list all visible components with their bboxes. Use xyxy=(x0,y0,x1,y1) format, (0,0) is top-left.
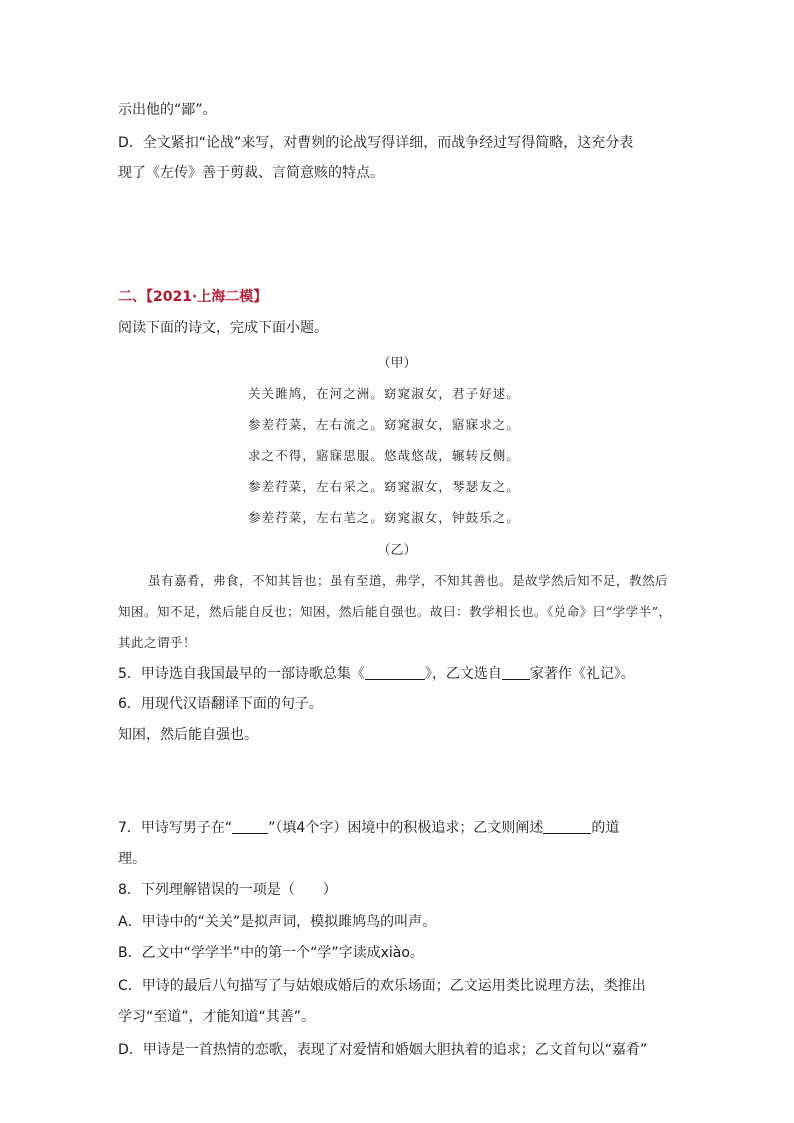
prose-passage xyxy=(118,565,678,658)
question-7-continued: 理。 xyxy=(118,851,146,867)
question-5-part-2: 》，乙文选自 xyxy=(424,666,502,682)
question-5-part-1: 5．甲诗选自我国最早的一部诗歌总集《 xyxy=(118,666,365,682)
question-5-part-3: 家著作《礼记》。 xyxy=(529,666,635,682)
option-c-line-2: 学习“至道”，才能知道“其善”。 xyxy=(118,1009,316,1025)
option-c-line-1: C．甲诗的最后八句描写了与姑娘成婚后的欢乐场面；乙文运用类比说理方法，类推出 xyxy=(118,978,646,994)
option-d-previous: D．全文紧扣“论战”来写，对曹刿的论战写得详细，而战争经过写得简略，这充分表 xyxy=(118,135,634,151)
question-6: 6．用现代汉语翻译下面的句子。 xyxy=(118,696,323,712)
question-7-part-1: 7．甲诗写男子在“ xyxy=(118,820,233,836)
text-line-top-3: 现了《左传》善于剪裁、言简意赅的特点。 xyxy=(118,165,384,181)
question-8: 8．下列理解错误的一项是（ ） xyxy=(118,882,337,898)
text-line-top-1: 示出他的“鄙”。 xyxy=(118,102,217,118)
answer-blank-q7-1[interactable] xyxy=(232,819,268,834)
question-7-part-3: 的道 xyxy=(591,820,620,836)
question-7-part-2: ”（填4个字）困境中的积极追求；乙文则阐述 xyxy=(268,820,544,836)
poem-line-3: 求之不得，寤寐思服。悠哉悠哉，辗转反侧。 xyxy=(248,448,521,463)
answer-blank-q7-2[interactable] xyxy=(543,819,591,834)
question-7 xyxy=(118,818,619,838)
option-a: A．甲诗中的“关关”是拟声词，模拟雎鸠鸟的叫声。 xyxy=(118,914,437,930)
prose-text: 虽有嘉肴，弗食，不知其旨也；虽有至道，弗学，不知其善也。是故学然后知不足，教然后知困。知不足，然后能自反也；知困，然后能自强也。故曰：教学相长也。《兑命》曰“学学半”，其此之谓乎！ xyxy=(118,573,672,650)
yi-label: （乙） xyxy=(377,543,417,558)
question-6-sentence: 知困，然后能自强也。 xyxy=(118,727,258,743)
answer-blank-q5-2[interactable] xyxy=(502,665,530,680)
poem-line-4: 参差荇菜，左右采之。窈窕淑女，琴瑟友之。 xyxy=(248,479,521,494)
poem-line-2: 参差荇菜，左右流之。窈窕淑女，寤寐求之。 xyxy=(248,417,521,432)
instruction: 阅读下面的诗文，完成下面小题。 xyxy=(118,320,328,336)
jia-label: （甲） xyxy=(377,356,417,371)
answer-blank-q5-1[interactable] xyxy=(365,665,425,680)
poem-line-5: 参差荇菜，左右芼之。窈窕淑女，钟鼓乐之。 xyxy=(248,510,521,525)
section-heading: 二、【2021·上海二模】 xyxy=(118,289,268,305)
option-b: B．乙文中“学学半”中的第一个“学”字读成xiào。 xyxy=(118,945,424,961)
option-d: D．甲诗是一首热情的恋歌，表现了对爱情和婚姻大胆执着的追求；乙文首句以“嘉肴” xyxy=(118,1042,648,1058)
poem-line-1: 关关雎鸠，在河之洲。窈窕淑女，君子好逑。 xyxy=(248,386,521,401)
question-5 xyxy=(118,664,635,684)
